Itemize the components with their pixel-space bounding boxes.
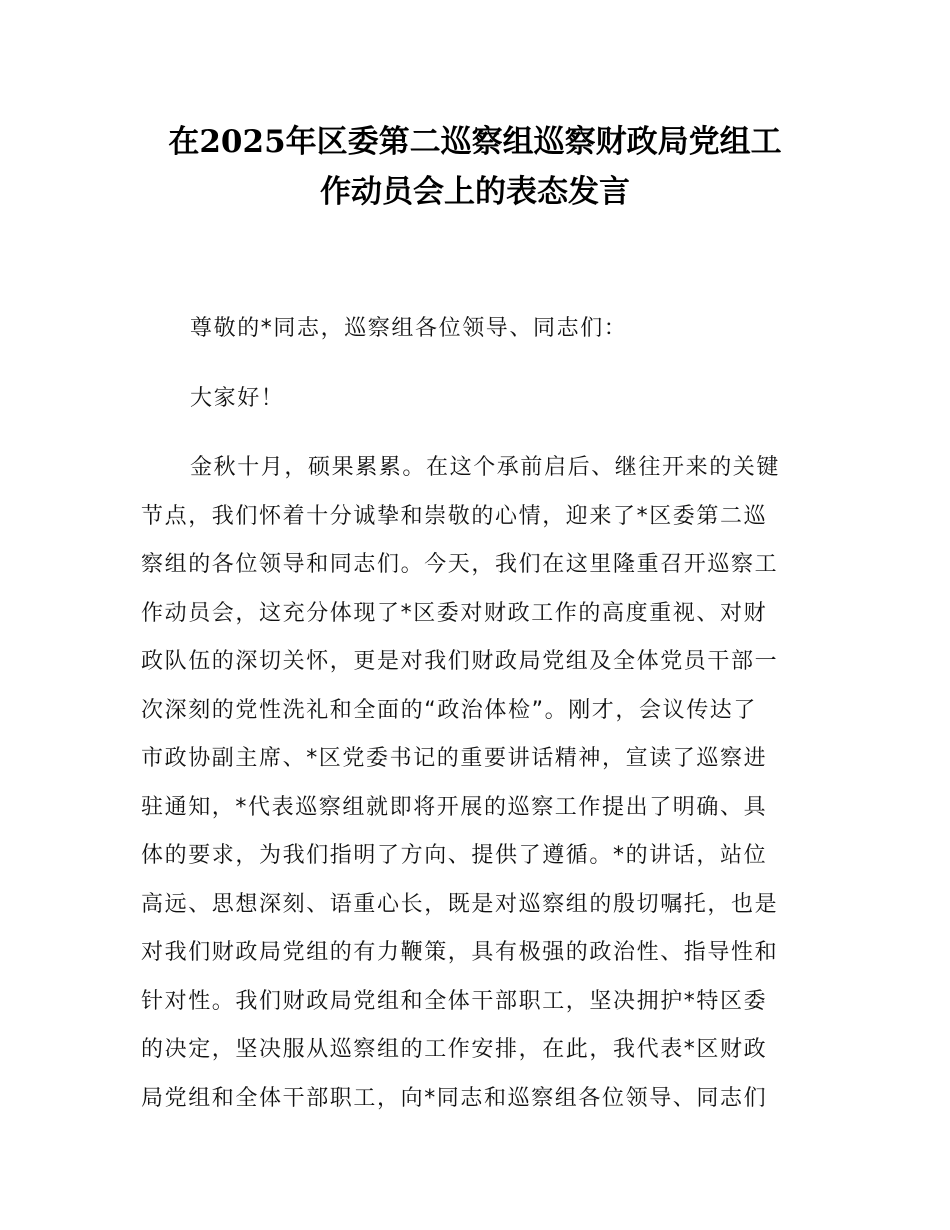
document-body — [141, 305, 813, 1123]
document-title — [140, 117, 810, 217]
body-line: 节点，我们怀着十分诚挚和崇敬的心情，迎来了*区委第二巡 — [141, 503, 768, 529]
title-line-2: 作动员会上的表态发言 — [320, 174, 630, 210]
body-line: 市政协副主席、*区党委书记的重要讲话精神，宣读了巡察进 — [141, 746, 768, 771]
body-line: 作动员会，这充分体现了*区委对财政工作的高度重视、对财 — [141, 600, 768, 626]
body-paragraph-1 — [141, 444, 813, 1123]
greeting: 大家好！ — [190, 385, 285, 411]
body-line: 针对性。我们财政局党组和全体干部职工，坚决拥护*特区委 — [141, 988, 768, 1014]
paragraph-spacer — [141, 354, 813, 375]
body-line: 的决定，坚决服从巡察组的工作安排，在此，我代表*区财政 — [141, 1037, 768, 1062]
body-line: 对我们财政局党组的有力鞭策，具有极强的政治性、指导性和 — [141, 940, 779, 965]
title-line-1: 在2025年区委第二巡察组巡察财政局党组工 — [168, 124, 782, 160]
body-line: 察组的各位领导和同志们。今天，我们在这里隆重召开巡察工 — [141, 552, 779, 577]
body-line: 次深刻的党性洗礼和全面的“政治体检”。刚才，会议传达了 — [141, 697, 757, 723]
greeting-paragraph — [141, 375, 813, 424]
body-line: 高远、思想深刻、语重心长，既是对巡察组的殷切嘱托，也是 — [141, 891, 779, 917]
salutation: 尊敬的*同志，巡察组各位领导、同志们： — [190, 316, 628, 341]
salutation-paragraph — [141, 305, 813, 354]
body-line: 政队伍的深切关怀，更是对我们财政局党组及全体党员干部一 — [141, 649, 779, 674]
paragraph-spacer — [141, 423, 813, 444]
body-line: 金秋十月，硕果累累。在这个承前启后、继往开来的关键 — [190, 455, 781, 480]
body-line: 驻通知，*代表巡察组就即将开展的巡察工作提出了明确、具 — [141, 794, 768, 820]
body-line: 体的要求，为我们指明了方向、提供了遵循。*的讲话，站位 — [141, 843, 768, 868]
body-line: 局党组和全体干部职工，向*同志和巡察组各位领导、同志们 — [141, 1085, 768, 1111]
